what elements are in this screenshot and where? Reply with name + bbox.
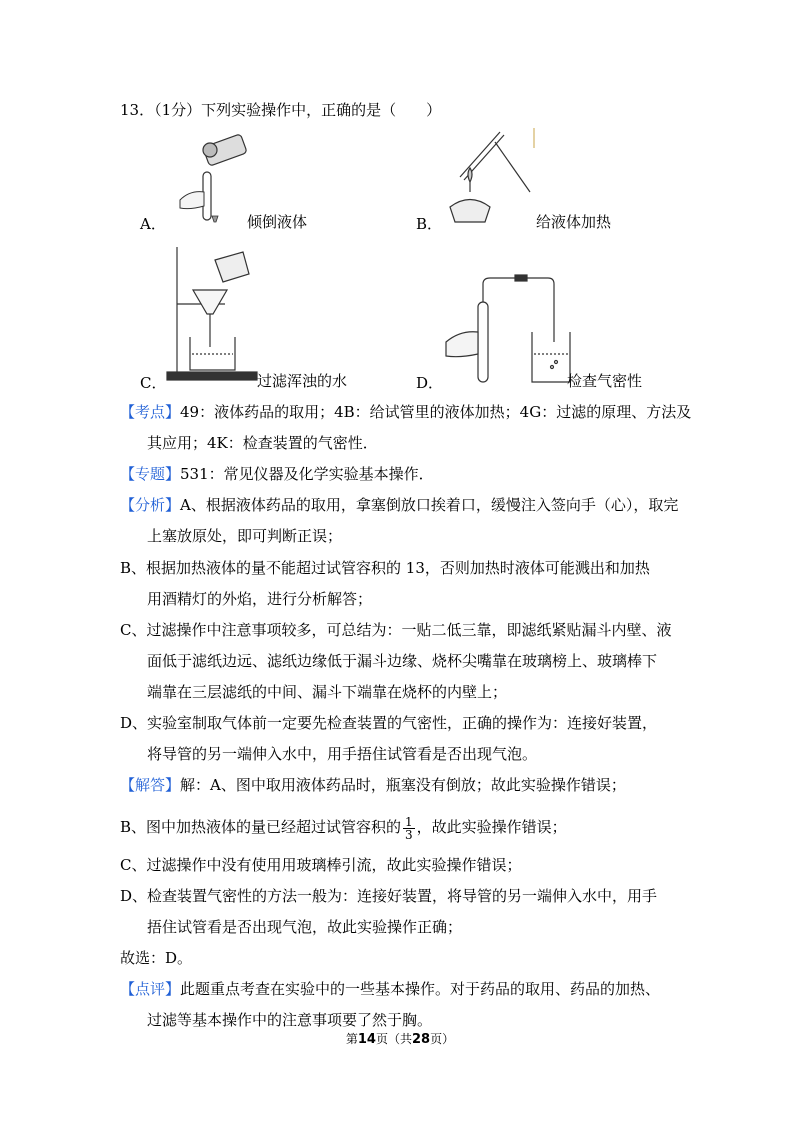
fraction-numerator: 1: [405, 814, 413, 829]
fenxi-a1: A、根据液体药品的取用，拿塞倒放口挨着口，缓慢注入签向手（心），取完: [180, 496, 679, 514]
option-a-label: A．: [140, 215, 166, 233]
fenxi-b1: B、根据加热液体的量不能超过试管容积的 13，否则加热时液体可能溅出和加热: [120, 559, 650, 577]
footer-total-pages: 28: [412, 1032, 431, 1047]
fenxi-c3: 端靠在三层滤纸的中间、漏斗下端靠在烧杯的内壁上；: [147, 683, 508, 701]
fraction-one-third: [403, 816, 415, 841]
fenxi-d1: D、实验室制取气体前一定要先检查装置的气密性，正确的操作为：连接好装置，: [120, 714, 658, 732]
kaodian-text-2: 其应用；4K：检查装置的气密性．: [147, 434, 378, 452]
fenxi-c2: 面低于滤纸边远、滤纸边缘低于漏斗边缘、烧杯尖嘴靠在玻璃榜上、玻璃棒下: [147, 652, 658, 670]
zhuanti-text: 531：常见仪器及化学实验基本操作．: [180, 465, 434, 483]
jieda-d2: 捂住试管看是否出现气泡，故此实验操作正确；: [147, 918, 463, 936]
footer-prefix: 第: [345, 1032, 358, 1046]
jieda-line-a: [120, 775, 626, 795]
fenxi-c1: C、过滤操作中注意事项较多，可总结为：一贴二低三靠，即滤纸紧贴漏斗内壁、液: [120, 621, 672, 639]
kaodian-tag: 【考点】: [120, 403, 181, 421]
jieda-a: 解：A、图中取用液体药品时，瓶塞没有倒放；故此实验操作错误；: [180, 776, 626, 794]
footer-page-number: 14: [357, 1032, 376, 1047]
filtration-figure: [165, 242, 265, 387]
page-footer: [0, 1030, 800, 1047]
zhuanti-line: [120, 464, 434, 484]
footer-suffix: 页）: [430, 1032, 455, 1046]
fenxi-tag: 【分析】: [120, 496, 181, 514]
dianping-line-1: [120, 979, 660, 999]
answer-line: 故选：D。: [120, 949, 193, 967]
fenxi-line-1: [120, 495, 678, 515]
jieda-line-b: [120, 812, 567, 842]
option-d-label: D．: [416, 374, 444, 392]
option-a-caption: 倾倒液体: [247, 213, 308, 231]
option-b-caption: 给液体加热: [536, 213, 612, 231]
dianping-tag: 【点评】: [120, 980, 181, 998]
jieda-c: C、过滤操作中没有使用用玻璃棒引流，故此实验操作错误；: [120, 856, 522, 874]
fenxi-b2: 用酒精灯的外焰，进行分析解答；: [147, 590, 373, 608]
fenxi-d2: 将导管的另一端伸入水中，用手捂住试管看是否出现气泡。: [147, 745, 538, 763]
jieda-b-post: ，故此实验操作错误；: [416, 818, 567, 836]
fenxi-a2: 上塞放原处，即可判断正误；: [147, 527, 343, 545]
option-b-label: B．: [416, 215, 443, 233]
pouring-liquid-figure: [160, 130, 260, 230]
kaodian-line-1: [120, 402, 691, 422]
zhuanti-tag: 【专题】: [120, 465, 181, 483]
option-d-caption: 检查气密性: [567, 372, 643, 390]
option-c-label: C．: [140, 374, 167, 392]
fraction-denominator: 3: [405, 827, 413, 842]
option-c-caption: 过滤浑浊的水: [257, 372, 348, 390]
jieda-b-pre: B、图中加热液体的量已经超过试管容积的: [120, 818, 402, 836]
question-stem: 13．（1分）下列实验操作中，正确的是（ ）: [120, 101, 442, 119]
heating-liquid-figure: [440, 122, 540, 232]
kaodian-text-1: 49：液体药品的取用；4B：给试管里的液体加热；4G：过滤的原理、方法及: [180, 403, 692, 421]
dianping-text-1: 此题重点考查在实验中的一些基本操作。对于药品的取用、药品的加热、: [180, 980, 661, 998]
footer-mid: 页（共: [375, 1032, 412, 1046]
airtightness-check-figure: [440, 272, 580, 387]
jieda-d1: D、检查装置气密性的方法一般为：连接好装置，将导管的另一端伸入水中，用手: [120, 887, 658, 905]
dianping-text-2: 过滤等基本操作中的注意事项要了然于胸。: [147, 1011, 433, 1029]
jieda-tag: 【解答】: [120, 776, 181, 794]
